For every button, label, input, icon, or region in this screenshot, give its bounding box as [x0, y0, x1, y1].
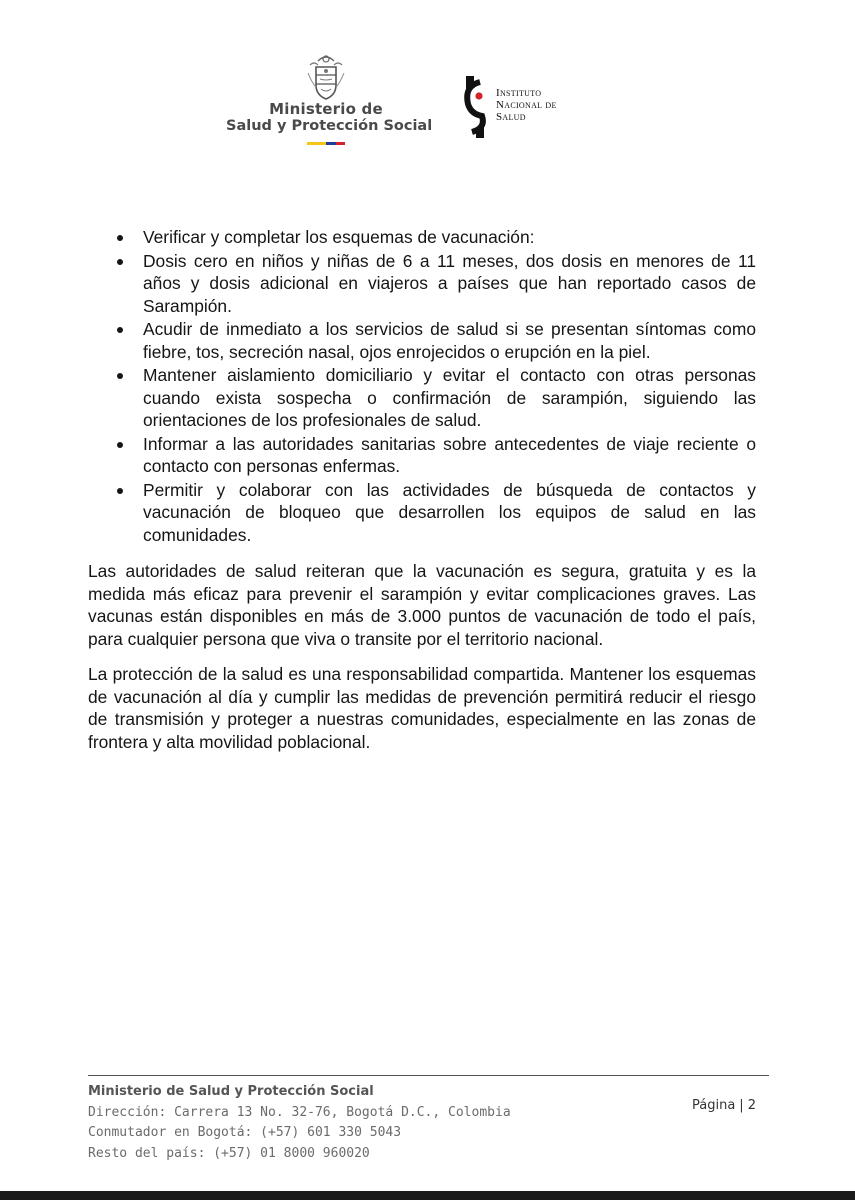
bullet-icon [117, 259, 123, 265]
ins-logo-line2: Nacional de [496, 99, 557, 111]
body-paragraph: La protección de la salud es una responsabilidad compartida. Mantener los esquemas de vacunación al día y cumplir las medidas de prevención permitirá reducir el riesgo de transmisión y proteger a nuestras comunidades, especialmente en las zonas de frontera y alta movilidad poblacional. [88, 664, 756, 752]
body-paragraph: Las autoridades de salud reiteran que la vacunación es segura, gratuita y es la medida más eficaz para prevenir el sarampión y evitar complicaciones graves. Las vacunas están disponibles en más de 3.000 puntos de vacunación de todo el país, para cualquier persona que viva o transite por el territorio nacional. [88, 561, 756, 649]
bullet-icon [117, 373, 123, 379]
page-footer [88, 1082, 769, 1164]
page-number [692, 1098, 756, 1113]
footer-address: Dirección: Carrera 13 No. 32-76, Bogotá D.C., Colombia [88, 1104, 511, 1120]
footer-phone-bogota: Conmutador en Bogotá: (+57) 601 330 5043 [88, 1125, 402, 1140]
footer-phone-country: Resto del país: (+57) 01 8000 960020 [88, 1145, 370, 1161]
ministry-logo-line2: Salud y Protección Social [226, 118, 433, 134]
bullet-icon [117, 442, 123, 448]
list-item-text: Verificar y completar los esquemas de vacunación: [143, 227, 535, 247]
list-item [88, 226, 756, 249]
ins-logo-text [496, 87, 557, 123]
footer-divider [88, 1075, 769, 1076]
colombia-flag-stripe [307, 142, 345, 145]
scan-edge-bar [0, 1191, 855, 1200]
list-item [88, 364, 756, 432]
list-item-text: Mantener aislamiento domiciliario y evitar el contacto con otras personas cuando exista sospecha o confirmación de sarampión, siguiendo las orientaciones de los profesionales de salud. [143, 365, 756, 430]
bullet-icon [117, 327, 123, 333]
list-item-text: Acudir de inmediato a los servicios de salud si se presentan síntomas como fiebre, tos, secreción nasal, ojos enrojecidos o erupción en la piel. [143, 319, 756, 362]
footer-org-name: Ministerio de Salud y Protección Social [88, 1084, 374, 1099]
document-body [88, 226, 756, 753]
recommendations-list [88, 226, 756, 546]
page-number-value: 2 [747, 1098, 756, 1113]
ministry-logo-line1: Ministerio de [269, 100, 383, 118]
list-item [88, 318, 756, 363]
page-number-label: Página [692, 1098, 736, 1113]
bullet-icon [117, 488, 123, 494]
page-number-separator: | [739, 1098, 744, 1113]
bullet-icon [117, 235, 123, 241]
list-item [88, 250, 756, 318]
ins-logo [462, 74, 602, 144]
coat-of-arms-icon [306, 53, 346, 101]
list-item-text: Dosis cero en niños y niñas de 6 a 11 meses, dos dosis en menores de 11 años y dosis adicional en viajeros a países que han reportado casos de Sarampión. [143, 250, 756, 316]
list-item-text: Permitir y colaborar con las actividades de búsqueda de contactos y vacunación de bloqueo que desarrollen los equipos de salud en las comunidades. [143, 479, 756, 545]
list-item-text: Informar a las autoridades sanitarias sobre antecedentes de viaje reciente o contacto con personas enfermas. [143, 433, 756, 476]
ins-logo-line3: Salud [496, 111, 526, 123]
ins-logo-line1: Instituto [496, 87, 542, 99]
list-item [88, 433, 756, 478]
list-item [88, 479, 756, 547]
ministry-logo [226, 50, 433, 150]
ins-s-logo-icon [462, 74, 488, 140]
page-header [0, 0, 855, 160]
